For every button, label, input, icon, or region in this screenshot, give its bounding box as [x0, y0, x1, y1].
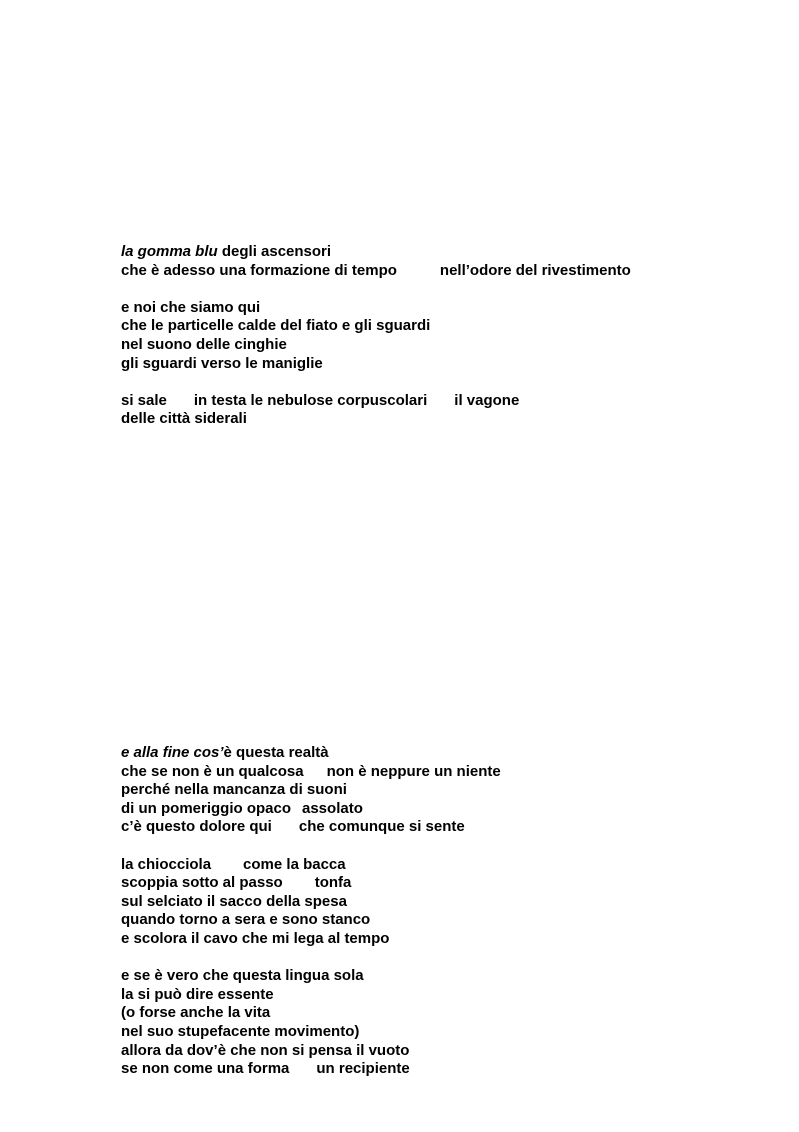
line-segment: un recipiente	[316, 1060, 410, 1078]
stanza	[121, 967, 781, 1079]
poem-line: nel suo stupefacente movimento)	[121, 1022, 360, 1040]
line-segment: di un pomeriggio opaco	[121, 799, 291, 817]
poem-line	[121, 874, 781, 893]
poem-line: e se è vero che questa lingua sola	[121, 967, 364, 985]
line-segment: si sale	[121, 391, 167, 409]
line-segment: assolato	[302, 799, 363, 817]
poem-line: nel suono delle cinghie	[121, 335, 287, 353]
poem-line: la si può dire essente	[121, 985, 274, 1003]
poem-section-2	[121, 744, 781, 1079]
poem-line: delle città siderali	[121, 410, 247, 428]
line-segment: che è adesso una formazione di tempo	[121, 261, 397, 279]
poem-line	[121, 763, 781, 782]
poem-line: quando torno a sera e sono stanco	[121, 911, 371, 929]
poem-line	[121, 800, 781, 819]
line-text: è questa realtà	[223, 744, 329, 761]
line-segment: il vagone	[454, 391, 520, 409]
line-segment: non è neppure un niente	[326, 762, 501, 780]
line-segment: che comunque si sente	[298, 818, 465, 836]
italic-phrase: la gomma blu	[121, 243, 218, 260]
poem-line	[121, 1060, 781, 1079]
poem-line: (o forse anche la vita	[121, 1004, 271, 1022]
line-segment: se non come una forma	[121, 1060, 290, 1078]
poem-line: che le particelle calde del fiato e gli sguardi	[121, 317, 431, 335]
stanza	[121, 744, 781, 837]
poem-line	[121, 744, 781, 763]
line-segment: la chiocciola	[121, 855, 212, 873]
line-segment: scoppia sotto al passo	[121, 874, 283, 892]
line-segment: come la bacca	[243, 855, 346, 873]
line-segment: in testa le nebulose corpuscolari	[193, 391, 428, 409]
poem-line: allora da dov’è che non si pensa il vuoto	[121, 1041, 410, 1059]
stanza	[121, 243, 781, 280]
poem-line: gli sguardi verso le maniglie	[121, 354, 323, 372]
stanza	[121, 856, 781, 949]
poem-section-1	[121, 243, 781, 429]
poem-line: perché nella mancanza di suoni	[121, 781, 347, 799]
poem-line	[121, 856, 781, 875]
poem-line: e scolora il cavo che mi lega al tempo	[121, 929, 390, 947]
poem-line: sul selciato il sacco della spesa	[121, 892, 347, 910]
line-segment: c’è questo dolore qui	[121, 818, 272, 836]
poem-line	[121, 262, 781, 281]
poem-line: e noi che siamo qui	[121, 298, 261, 316]
stanza	[121, 392, 781, 429]
poem-line	[121, 818, 781, 837]
line-text: degli ascensori	[217, 243, 332, 260]
line-segment: che se non è un qualcosa	[121, 762, 304, 780]
poem-line	[121, 243, 781, 262]
italic-phrase: e alla fine cos’	[121, 744, 224, 761]
poem-line	[121, 392, 781, 411]
line-segment: nell’odore del rivestimento	[439, 261, 631, 279]
line-segment: tonfa	[314, 874, 352, 892]
stanza	[121, 299, 781, 373]
